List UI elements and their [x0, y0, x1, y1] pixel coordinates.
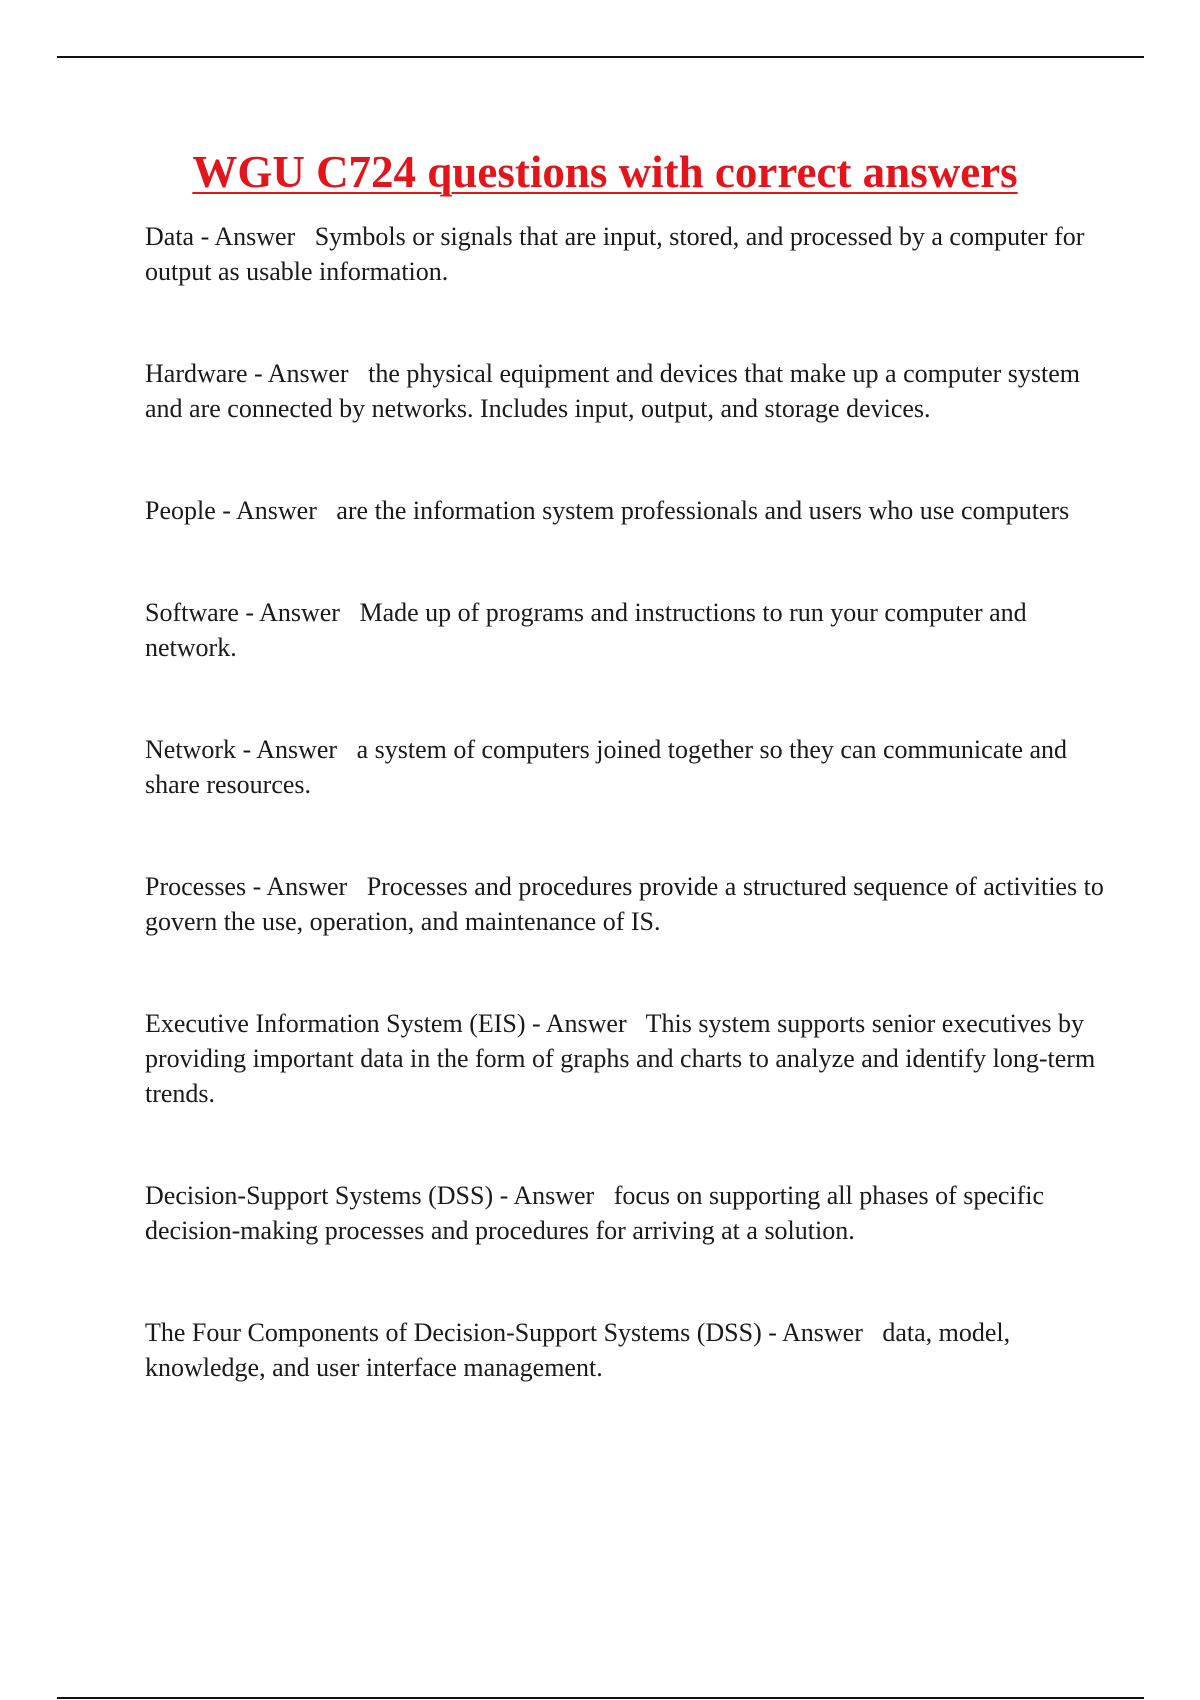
document-page [145, 142, 1105, 1385]
qa-term: The Four Components of Decision-Support Systems (DSS) [145, 1318, 762, 1347]
answer-separator: - Answer [215, 496, 337, 525]
qa-definition: a system of computers joined together so they can communicate and share resources. [145, 735, 1068, 799]
qa-item-network [145, 732, 1105, 802]
qa-term: Hardware [145, 359, 248, 388]
qa-definition: are the information system professionals and users who use computers [336, 496, 1070, 525]
qa-item-processes [145, 869, 1105, 939]
answer-separator: - Answer [194, 222, 315, 251]
qa-item-software [145, 595, 1105, 665]
qa-definition: Processes and procedures provide a structured sequence of activities to govern the use, operation, and maintenance of IS. [145, 872, 1104, 936]
qa-term: People [145, 496, 216, 525]
qa-definition: This system supports senior executives by providing important data in the form of graphs and charts to analyze and identify long-term trends. [145, 1009, 1096, 1108]
document-title: WGU C724 questions with correct answers [192, 147, 1018, 197]
qa-item-hardware [145, 356, 1105, 426]
qa-item-eis [145, 1006, 1105, 1111]
answer-separator: - Answer [525, 1009, 646, 1038]
qa-definition: focus on supporting all phases of specific decision-making processes and procedures for arriving at a solution. [145, 1181, 1045, 1245]
bottom-rule-divider [57, 1697, 1144, 1699]
qa-term: Processes [145, 872, 247, 901]
qa-item-dss-components [145, 1315, 1105, 1385]
qa-list [145, 219, 1105, 1385]
qa-definition: the physical equipment and devices that make up a computer system and are connected by networks. Includes input, output, and storage devices. [145, 359, 1080, 423]
qa-term: Network [145, 735, 236, 764]
qa-item-people [145, 493, 1105, 528]
answer-separator: - Answer [493, 1181, 614, 1210]
answer-separator: - Answer [246, 872, 367, 901]
qa-term: Software [145, 598, 239, 627]
qa-item-dss [145, 1178, 1105, 1248]
top-rule-divider [57, 56, 1144, 58]
qa-definition: Symbols or signals that are input, stored, and processed by a computer for output as usable information. [145, 222, 1085, 286]
answer-separator: - Answer [238, 598, 360, 627]
qa-term: Executive Information System (EIS) [145, 1009, 526, 1038]
qa-definition: Made up of programs and instructions to run your computer and network. [145, 598, 1027, 662]
qa-term: Data [145, 222, 195, 251]
qa-definition: data, model, knowledge, and user interface management. [145, 1318, 1011, 1382]
answer-separator: - Answer [761, 1318, 883, 1347]
answer-separator: - Answer [247, 359, 369, 388]
answer-separator: - Answer [235, 735, 357, 764]
qa-item-data [145, 219, 1105, 289]
qa-term: Decision-Support Systems (DSS) [145, 1181, 494, 1210]
